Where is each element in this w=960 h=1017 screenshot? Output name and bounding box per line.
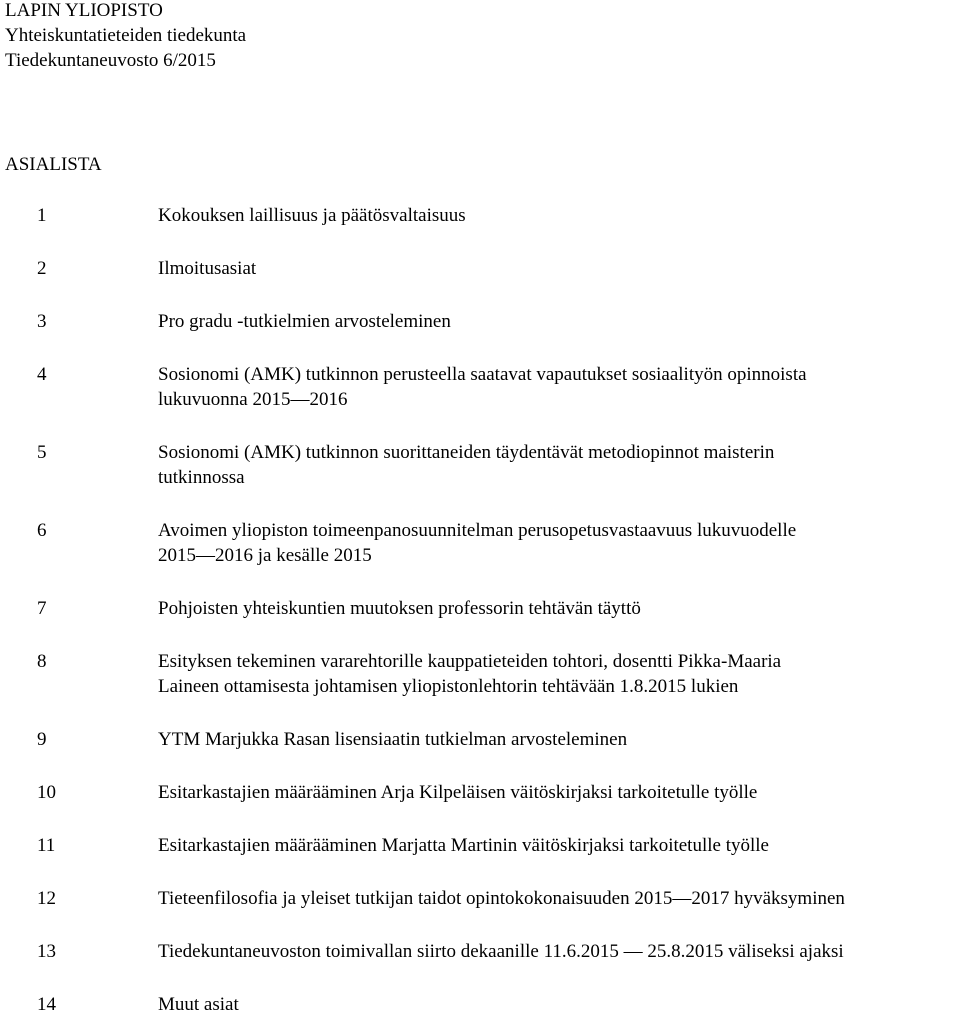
agenda-title: ASIALISTA [5,154,102,175]
agenda-item-number: 4 [37,364,47,385]
agenda-item-number: 9 [37,729,47,750]
agenda-item-number: 10 [37,782,56,803]
agenda-item-text [158,939,958,964]
agenda-item-text [158,256,958,281]
agenda-item-text [158,649,958,699]
agenda-item-line: Sosionomi (AMK) tutkinnon perusteella saatavat vapautukset sosiaalityön opinnoista [158,364,807,385]
agenda-item-line: Laineen ottamisesta johtamisen yliopistonlehtorin tehtävään 1.8.2015 lukien [158,676,739,697]
agenda-item-line: Esitarkastajien määrääminen Arja Kilpeläisen väitöskirjaksi tarkoitetulle työlle [158,782,758,803]
faculty-name: Yhteiskuntatieteiden tiedekunta [5,25,247,46]
agenda-item-line: Avoimen yliopiston toimeenpanosuunnitelman perusopetusvastaavuus lukuvuodelle [158,520,797,541]
agenda-item-line: Tieteenfilosofia ja yleiset tutkijan taidot opintokokonaisuuden 2015—2017 hyväksyminen [158,888,845,909]
agenda-item-line: Esitarkastajien määrääminen Marjatta Martinin väitöskirjaksi tarkoitetulle työlle [158,835,769,856]
agenda-item-number: 3 [37,311,47,332]
agenda-item-number: 13 [37,941,56,962]
agenda-item-line: Muut asiat [158,994,239,1015]
agenda-item-line: Kokouksen laillisuus ja päätösvaltaisuus [158,205,466,226]
document-header [5,0,246,73]
agenda-item-number: 12 [37,888,56,909]
agenda-item-text [158,727,958,752]
agenda-item-line: Ilmoitusasiat [158,258,257,279]
agenda-item-number: 14 [37,994,56,1015]
agenda-item-number: 8 [37,651,47,672]
agenda-item-number: 2 [37,258,47,279]
agenda-item-text [158,886,958,911]
agenda-item-text [158,833,958,858]
agenda-item-number: 5 [37,442,47,463]
council-meeting: Tiedekuntaneuvosto 6/2015 [5,50,216,71]
agenda-item-line: Sosionomi (AMK) tutkinnon suorittaneiden täydentävät metodiopinnot maisterin [158,442,775,463]
agenda-item-number: 1 [37,205,47,226]
agenda-item-number: 6 [37,520,47,541]
university-name: LAPIN YLIOPISTO [5,0,163,21]
agenda-item-text [158,440,958,490]
agenda-item-text [158,780,958,805]
agenda-item-text [158,362,958,412]
agenda-item-line: YTM Marjukka Rasan lisensiaatin tutkielman arvosteleminen [158,729,628,750]
agenda-item-number: 11 [37,835,56,856]
agenda-item-text [158,203,958,228]
agenda-item-line: 2015—2016 ja kesälle 2015 [158,545,372,566]
agenda-item-text [158,309,958,334]
agenda-item-line: Tiedekuntaneuvoston toimivallan siirto dekaanille 11.6.2015 — 25.8.2015 väliseksi ajaksi [158,941,844,962]
agenda-item-line: tutkinnossa [158,467,245,488]
agenda-item-line: Pro gradu -tutkielmien arvosteleminen [158,311,451,332]
agenda-item-line: Pohjoisten yhteiskuntien muutoksen professorin tehtävän täyttö [158,598,641,619]
agenda-item-number: 7 [37,598,47,619]
agenda-item-text [158,596,958,621]
agenda-item-line: Esityksen tekeminen vararehtorille kauppatieteiden tohtori, dosentti Pikka-Maaria [158,651,782,672]
agenda-item-text [158,518,958,568]
agenda-item-text [158,992,958,1017]
agenda-item-line: lukuvuonna 2015—2016 [158,389,348,410]
